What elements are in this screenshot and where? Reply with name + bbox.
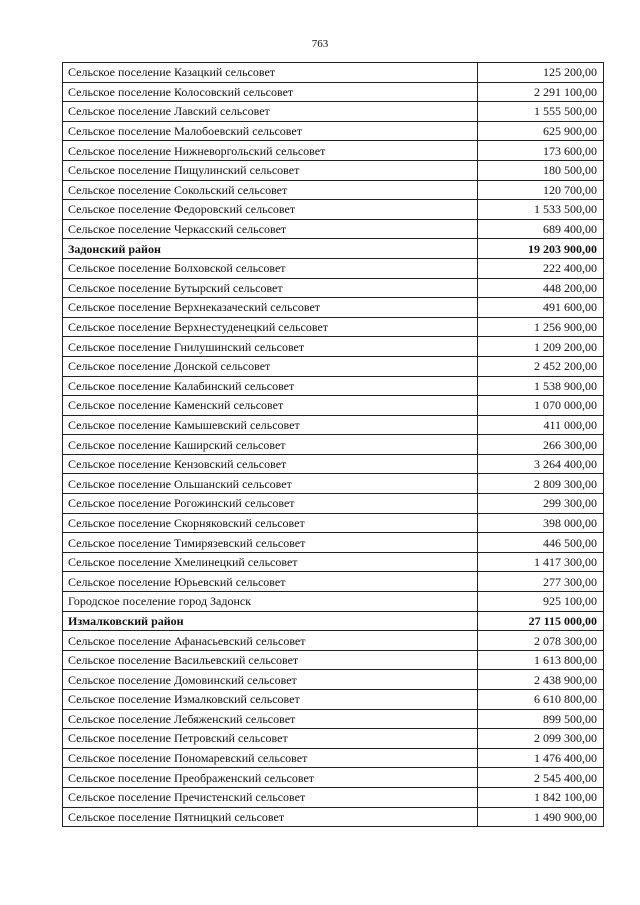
settlement-name-cell: Сельское поселение Колосовский сельсовет: [63, 82, 478, 102]
table-row: [63, 690, 604, 710]
settlement-amount-cell: 1 476 400,00: [478, 748, 604, 768]
settlement-amount-cell: 411 000,00: [478, 415, 604, 435]
settlement-amount-cell: 689 400,00: [478, 219, 604, 239]
district-name-cell: Измалковский район: [63, 611, 478, 631]
settlement-amount-cell: 1 555 500,00: [478, 102, 604, 122]
settlement-name-cell: Сельское поселение Юрьевский сельсовет: [63, 572, 478, 592]
table-row: [63, 298, 604, 318]
settlement-name-cell: Сельское поселение Афанасьевский сельсовет: [63, 631, 478, 651]
settlement-amount-cell: 173 600,00: [478, 141, 604, 161]
settlement-amount-cell: 2 809 300,00: [478, 474, 604, 494]
settlement-name-cell: Сельское поселение Гнилушинский сельсовет: [63, 337, 478, 357]
district-total-row: [63, 239, 604, 259]
settlement-name-cell: Сельское поселение Сокольский сельсовет: [63, 180, 478, 200]
settlement-name-cell: Сельское поселение Домовинский сельсовет: [63, 670, 478, 690]
table-row: [63, 200, 604, 220]
settlement-amount-cell: 1 613 800,00: [478, 650, 604, 670]
settlement-amount-cell: 1 538 900,00: [478, 376, 604, 396]
page-number: 763: [311, 38, 329, 50]
settlement-amount-cell: 125 200,00: [478, 63, 604, 83]
table-row: [63, 258, 604, 278]
settlement-amount-cell: 2 099 300,00: [478, 729, 604, 749]
settlement-amount-cell: 1 209 200,00: [478, 337, 604, 357]
district-name-cell: Задонский район: [63, 239, 478, 259]
table-row: [63, 396, 604, 416]
table-row: [63, 435, 604, 455]
settlement-name-cell: Сельское поселение Лебяженский сельсовет: [63, 709, 478, 729]
table-row: [63, 317, 604, 337]
settlement-name-cell: Сельское поселение Измалковский сельсовет: [63, 690, 478, 710]
table-row: [63, 552, 604, 572]
table-row: [63, 709, 604, 729]
settlement-amount-cell: 222 400,00: [478, 258, 604, 278]
settlement-name-cell: Сельское поселение Преображенский сельсовет: [63, 768, 478, 788]
settlement-amount-cell: 266 300,00: [478, 435, 604, 455]
settlement-amount-cell: 1 490 900,00: [478, 807, 604, 827]
table-row: [63, 180, 604, 200]
table-row: [63, 729, 604, 749]
settlement-amount-cell: 299 300,00: [478, 494, 604, 514]
settlement-name-cell: Сельское поселение Лавский сельсовет: [63, 102, 478, 122]
settlement-amount-cell: 491 600,00: [478, 298, 604, 318]
budget-allocation-table: [62, 62, 604, 827]
table-row: [63, 768, 604, 788]
settlement-name-cell: Сельское поселение Пречистенский сельсовет: [63, 787, 478, 807]
settlement-amount-cell: 1 070 000,00: [478, 396, 604, 416]
settlement-name-cell: Сельское поселение Скорняковский сельсовет: [63, 513, 478, 533]
settlement-amount-cell: 3 264 400,00: [478, 454, 604, 474]
table-row: [63, 631, 604, 651]
table-row: [63, 748, 604, 768]
table-row: [63, 121, 604, 141]
settlement-name-cell: Сельское поселение Казацкий сельсовет: [63, 63, 478, 83]
table-row: [63, 572, 604, 592]
settlement-name-cell: Сельское поселение Верхнестуденецкий сельсовет: [63, 317, 478, 337]
table-row: [63, 356, 604, 376]
district-total-row: [63, 611, 604, 631]
settlement-name-cell: Сельское поселение Ольшанский сельсовет: [63, 474, 478, 494]
settlement-name-cell: Сельское поселение Васильевский сельсовет: [63, 650, 478, 670]
settlement-amount-cell: 2 078 300,00: [478, 631, 604, 651]
table-row: [63, 102, 604, 122]
settlement-name-cell: Сельское поселение Каширский сельсовет: [63, 435, 478, 455]
table-row: [63, 650, 604, 670]
settlement-name-cell: Сельское поселение Пятницкий сельсовет: [63, 807, 478, 827]
table-row: [63, 533, 604, 553]
settlement-amount-cell: 6 610 800,00: [478, 690, 604, 710]
table-row: [63, 219, 604, 239]
table-row: [63, 160, 604, 180]
settlement-amount-cell: 2 438 900,00: [478, 670, 604, 690]
settlement-name-cell: Сельское поселение Кензовский сельсовет: [63, 454, 478, 474]
settlement-name-cell: Сельское поселение Донской сельсовет: [63, 356, 478, 376]
settlement-name-cell: Сельское поселение Федоровский сельсовет: [63, 200, 478, 220]
settlement-amount-cell: 625 900,00: [478, 121, 604, 141]
settlement-amount-cell: 446 500,00: [478, 533, 604, 553]
settlement-amount-cell: 1 417 300,00: [478, 552, 604, 572]
settlement-amount-cell: 2 545 400,00: [478, 768, 604, 788]
table-row: [63, 141, 604, 161]
settlement-amount-cell: 1 256 900,00: [478, 317, 604, 337]
settlement-name-cell: Сельское поселение Каменский сельсовет: [63, 396, 478, 416]
settlement-name-cell: Сельское поселение Хмелинецкий сельсовет: [63, 552, 478, 572]
settlement-amount-cell: 1 533 500,00: [478, 200, 604, 220]
table-row: [63, 787, 604, 807]
table-body: [63, 63, 604, 827]
settlement-name-cell: Сельское поселение Камышевский сельсовет: [63, 415, 478, 435]
settlement-amount-cell: 120 700,00: [478, 180, 604, 200]
settlement-name-cell: Сельское поселение Калабинский сельсовет: [63, 376, 478, 396]
table-row: [63, 337, 604, 357]
settlement-name-cell: Сельское поселение Тимирязевский сельсовет: [63, 533, 478, 553]
settlement-amount-cell: 2 291 100,00: [478, 82, 604, 102]
table-row: [63, 592, 604, 612]
settlement-amount-cell: 448 200,00: [478, 278, 604, 298]
settlement-name-cell: Сельское поселение Черкасский сельсовет: [63, 219, 478, 239]
settlement-amount-cell: 277 300,00: [478, 572, 604, 592]
settlement-amount-cell: 925 100,00: [478, 592, 604, 612]
settlement-amount-cell: 1 842 100,00: [478, 787, 604, 807]
settlement-amount-cell: 398 000,00: [478, 513, 604, 533]
table-row: [63, 454, 604, 474]
table-row: [63, 63, 604, 83]
settlement-name-cell: Сельское поселение Пищулинский сельсовет: [63, 160, 478, 180]
table-row: [63, 278, 604, 298]
settlement-name-cell: Сельское поселение Пономаревский сельсовет: [63, 748, 478, 768]
settlement-amount-cell: 899 500,00: [478, 709, 604, 729]
settlement-name-cell: Сельское поселение Верхнеказаческий сельсовет: [63, 298, 478, 318]
settlement-name-cell: Сельское поселение Болховской сельсовет: [63, 258, 478, 278]
district-amount-cell: 27 115 000,00: [478, 611, 604, 631]
table-row: [63, 494, 604, 514]
district-amount-cell: 19 203 900,00: [478, 239, 604, 259]
settlement-name-cell: Сельское поселение Малобоевский сельсовет: [63, 121, 478, 141]
settlement-amount-cell: 180 500,00: [478, 160, 604, 180]
settlement-name-cell: Сельское поселение Рогожинский сельсовет: [63, 494, 478, 514]
table-row: [63, 513, 604, 533]
table-row: [63, 474, 604, 494]
table-row: [63, 807, 604, 827]
settlement-name-cell: Сельское поселение Бутырский сельсовет: [63, 278, 478, 298]
settlement-name-cell: Городское поселение город Задонск: [63, 592, 478, 612]
settlement-name-cell: Сельское поселение Нижневоргольский сельсовет: [63, 141, 478, 161]
settlement-name-cell: Сельское поселение Петровский сельсовет: [63, 729, 478, 749]
settlement-amount-cell: 2 452 200,00: [478, 356, 604, 376]
table-row: [63, 415, 604, 435]
table-row: [63, 376, 604, 396]
table-row: [63, 82, 604, 102]
table-row: [63, 670, 604, 690]
